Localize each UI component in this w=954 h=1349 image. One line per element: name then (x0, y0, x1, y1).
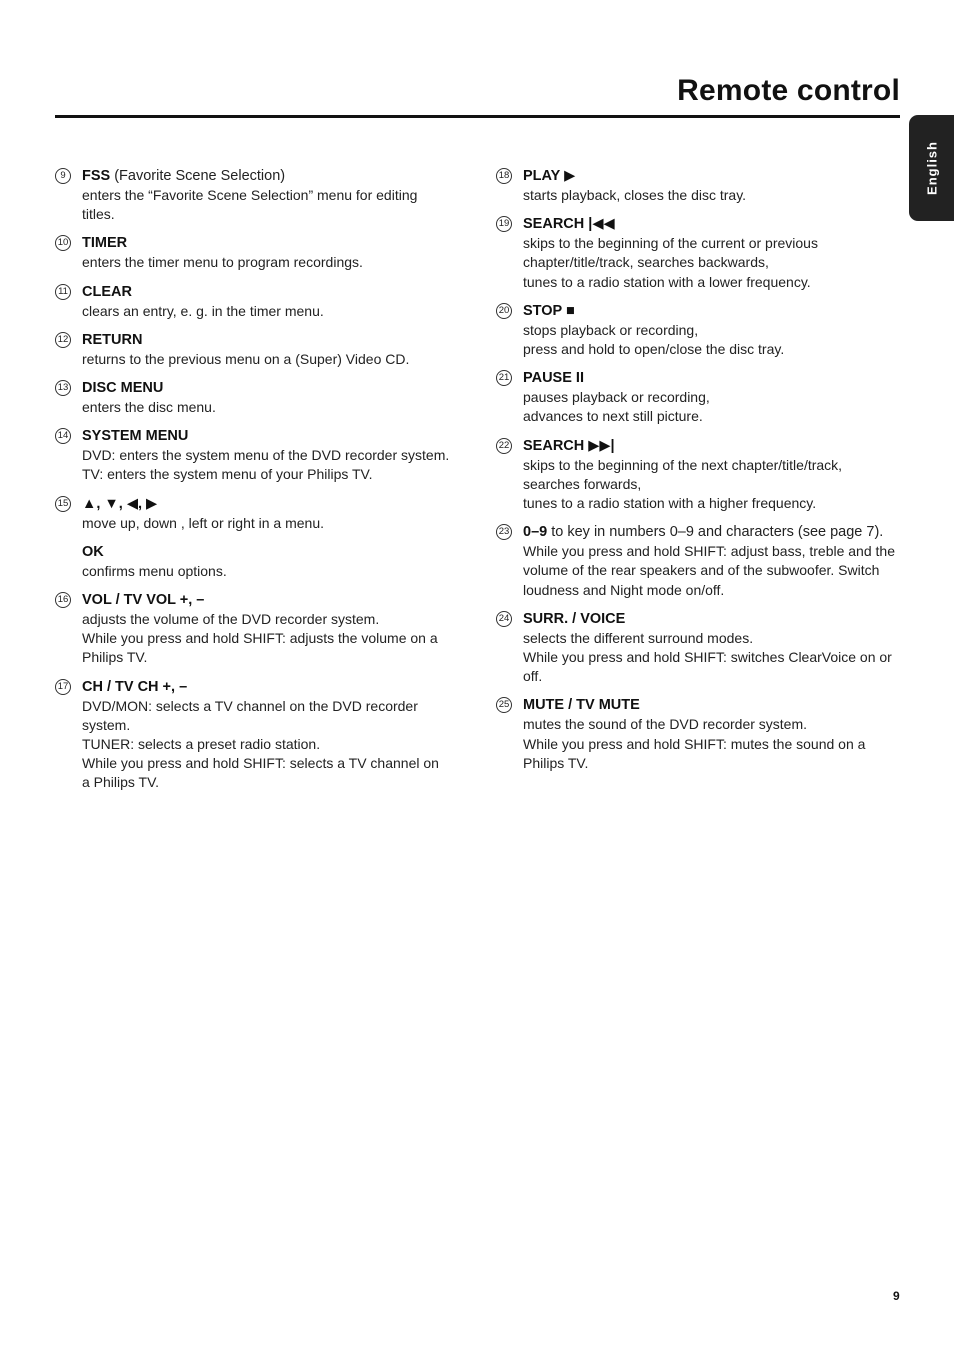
entry-number-badge: 15 (55, 496, 71, 512)
entry-key-label: 0–9 (523, 524, 548, 541)
key-entry (55, 282, 450, 321)
key-entry (55, 426, 450, 484)
entry-heading (523, 695, 901, 715)
entry-description-line: enters the “Favorite Scene Selection” menu for editing titles. (82, 187, 418, 223)
key-entry (55, 166, 450, 224)
entry-heading (523, 214, 901, 234)
entry-description-line: clears an entry, e. g. in the timer menu. (82, 302, 324, 319)
entry-description-line: TV: enters the system menu of your Philips TV. (82, 466, 373, 483)
entry-description-line: While you press and hold SHIFT: switches ClearVoice on or off. (523, 649, 892, 685)
entry-number-badge: 18 (496, 168, 512, 184)
entry-description-line: move up, down , left or right in a menu. (82, 514, 325, 531)
entry-key-label: CH / TV CH +, – (82, 678, 188, 695)
title-divider (55, 115, 900, 118)
entry-description-line: tunes to a radio station with a higher frequency. (523, 495, 817, 512)
entry-heading (82, 330, 450, 350)
entry-description-line: advances to next still picture. (523, 408, 703, 425)
entry-key-label: SEARCH ▶▶| (523, 437, 615, 454)
entry-description-line: While you press and hold SHIFT: selects a TV channel on a Philips TV. (82, 755, 439, 791)
key-entry (496, 522, 901, 600)
language-tab-label: English (924, 141, 939, 195)
entry-number-badge: 19 (496, 216, 512, 232)
entry-key-label: FSS (82, 168, 111, 184)
entry-heading (523, 368, 901, 388)
entry-heading (82, 378, 450, 398)
entry-description-line: tunes to a radio station with a lower frequency. (523, 273, 811, 290)
entry-key-label: PLAY ▶ (523, 168, 576, 184)
entry-description-line: starts playback, closes the disc tray. (523, 187, 747, 203)
entry-description-line: skips to the beginning of the next chapter/title/track, searches forwards, (523, 456, 843, 492)
entry-description-line: TUNER: selects a preset radio station. (82, 736, 321, 753)
left-column (55, 166, 450, 802)
entry-heading (523, 522, 901, 542)
key-entry (55, 590, 450, 668)
key-entry (496, 368, 901, 426)
entry-key-label: CLEAR (82, 283, 132, 300)
entry-number-badge: 24 (496, 611, 512, 627)
language-tab (909, 115, 954, 221)
entry-heading (523, 301, 901, 321)
entry-heading (82, 542, 450, 562)
entry-description-line: skips to the beginning of the current or previous chapter/title/track, searches backwards, (523, 235, 818, 271)
entry-heading (523, 166, 901, 186)
entry-heading (82, 282, 450, 302)
entry-number-badge: 16 (55, 592, 71, 608)
entry-key-label: VOL / TV VOL +, – (82, 592, 205, 609)
entry-key-label: SYSTEM MENU (82, 428, 189, 445)
key-entry (496, 214, 901, 292)
entry-description-line: DVD: enters the system menu of the DVD recorder system. (82, 447, 450, 464)
entry-number-badge: 12 (55, 332, 71, 348)
entry-number-badge: 9 (55, 168, 71, 184)
right-column (496, 166, 901, 782)
entry-number-badge: 20 (496, 303, 512, 319)
entry-key-subtitle: (Favorite Scene Selection) (110, 168, 286, 184)
entry-description-line: pauses playback or recording, (523, 389, 710, 406)
entry-description-line: mutes the sound of the DVD recorder system. (523, 716, 808, 733)
entry-key-label: ▲, ▼, ◀, ▶ (82, 495, 158, 512)
entry-key-label: TIMER (82, 235, 128, 252)
entry-number-badge: 14 (55, 428, 71, 444)
entry-key-label: STOP ■ (523, 302, 575, 319)
entry-description-line: press and hold to open/close the disc tray. (523, 341, 785, 358)
entry-key-label: SEARCH |◀◀ (523, 216, 615, 233)
key-entry (55, 233, 450, 272)
entry-description-line: stops playback or recording, (523, 321, 699, 338)
key-entry (55, 494, 450, 533)
key-entry (496, 166, 901, 205)
entry-heading (82, 494, 450, 514)
entry-key-label: PAUSE II (523, 370, 584, 387)
key-entry (496, 301, 901, 359)
entry-heading (82, 233, 450, 253)
entry-description-line: enters the disc menu. (82, 399, 216, 416)
page-number: 9 (893, 1289, 900, 1303)
entry-key-label: DISC MENU (82, 380, 164, 397)
entry-description-line: confirms menu options. (82, 562, 227, 579)
key-entry (496, 436, 901, 514)
entry-description-line: While you press and hold SHIFT: mutes the sound on a Philips TV. (523, 735, 866, 771)
entry-heading (82, 590, 450, 610)
entry-heading (82, 166, 450, 186)
entry-number-badge: 10 (55, 235, 71, 251)
page-title: Remote control (677, 74, 900, 107)
entry-description-line: selects the different surround modes. (523, 629, 754, 646)
key-entry (55, 542, 450, 581)
key-entry (55, 677, 450, 793)
entry-heading (523, 609, 901, 629)
entry-description-line: DVD/MON: selects a TV channel on the DVD recorder system. (82, 697, 418, 733)
entry-number-badge: 11 (55, 284, 71, 300)
entry-description-line: adjusts the volume of the DVD recorder system. (82, 611, 380, 628)
entry-heading (523, 436, 901, 456)
entry-key-label: OK (82, 543, 104, 560)
entry-number-badge: 25 (496, 697, 512, 713)
entry-number-badge: 22 (496, 438, 512, 454)
key-entry (496, 609, 901, 687)
entry-key-label: SURR. / VOICE (523, 610, 626, 627)
key-entry (55, 378, 450, 417)
entry-inline-description: to key in numbers 0–9 and characters (see page 7). (547, 524, 884, 541)
key-entry (55, 330, 450, 369)
entry-description-line: enters the timer menu to program recordings. (82, 254, 363, 271)
entry-heading (82, 426, 450, 446)
entry-number-badge: 21 (496, 370, 512, 386)
entry-number-badge: 23 (496, 524, 512, 540)
entry-description-line: While you press and hold SHIFT: adjust bass, treble and the volume of the rear speakers and of the subwoofer. Switch loudness and Night mode on/off. (523, 543, 895, 598)
entry-description-line: While you press and hold SHIFT: adjusts the volume on a Philips TV. (82, 630, 438, 666)
entry-description-line: returns to the previous menu on a (Super) Video CD. (82, 350, 410, 367)
entry-heading (82, 677, 450, 697)
entry-number-badge: 13 (55, 380, 71, 396)
key-entry (496, 695, 901, 773)
entry-key-label: RETURN (82, 331, 143, 348)
entry-key-label: MUTE / TV MUTE (523, 697, 640, 714)
entry-number-badge: 17 (55, 679, 71, 695)
